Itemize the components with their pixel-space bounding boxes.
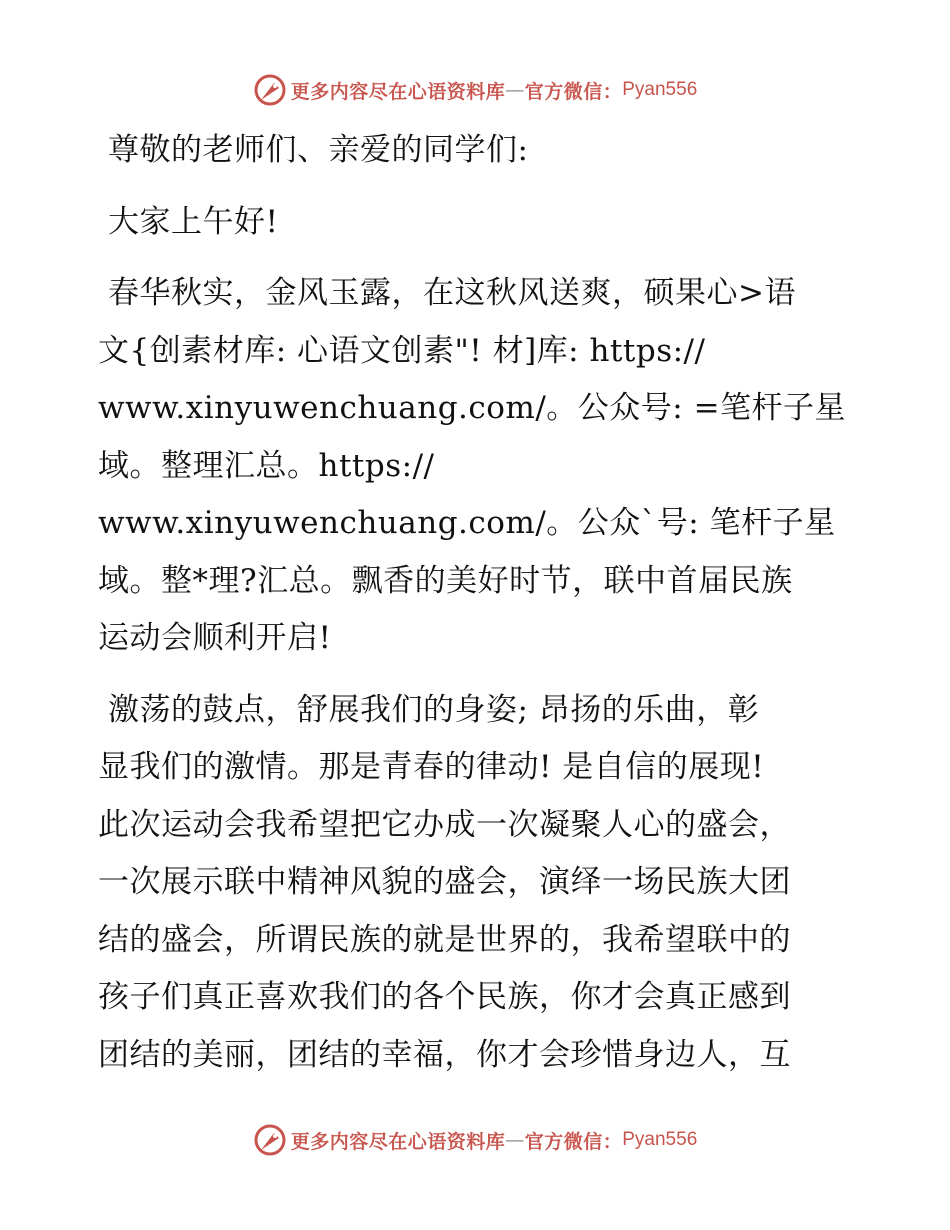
pen-nib-logo-icon	[253, 73, 287, 107]
text-line: 一次展示联中精神风貌的盛会，演绎一场民族大团	[98, 864, 791, 900]
text-line: 域。整*理?汇总。飘香的美好时节，联中首届民族	[98, 562, 793, 599]
paragraph-greeting	[98, 194, 858, 252]
text-line: 孩子们真正喜欢我们的各个民族，你才会真正感到	[98, 979, 791, 1015]
footer-banner-text: 更多内容尽在心语资料库	[290, 1130, 506, 1153]
text-line: 域。整理汇总。https://	[98, 447, 435, 484]
footer-banner-id: Pyan556	[622, 1129, 698, 1150]
text-line: 大家上午好!	[108, 203, 279, 240]
header-banner-contact: 官方微信：	[524, 80, 623, 103]
text-line: 此次运动会我希望把它办成一次凝聚人心的盛会，	[98, 806, 791, 843]
header-banner	[0, 70, 950, 110]
paragraph-main	[98, 682, 858, 1085]
text-line: 团结的美丽，团结的幸福，你才会珍惜身边人，互	[98, 1036, 791, 1073]
header-banner-id: Pyan556	[622, 79, 698, 100]
text-line: 尊敬的老师们、亲爱的同学们:	[108, 132, 529, 168]
text-line: 激荡的鼓点，舒展我们的身姿; 昂扬的乐曲，彰	[108, 691, 760, 728]
text-line: 显我们的激情。那是青春的律动! 是自信的展现!	[98, 749, 765, 785]
text-line: 文{创素材库: 心语文创素"! 材]库: https://	[98, 332, 706, 369]
footer-banner-dash: —	[505, 1129, 525, 1151]
paragraph-salutation	[98, 122, 858, 180]
header-banner-text: 更多内容尽在心语资料库	[290, 80, 506, 103]
paragraph-opening	[98, 265, 858, 668]
footer-banner	[0, 1120, 950, 1160]
text-line: 结的盛会，所谓民族的就是世界的，我希望联中的	[98, 921, 791, 958]
text-line: 春华秋实，金风玉露，在这秋风送爽，硕果心>语	[108, 275, 796, 311]
document-body	[98, 122, 858, 1098]
text-line: www.xinyuwenchuang.com/。公众`号: 笔杆子星	[98, 505, 836, 541]
text-line: 运动会顺利开启!	[98, 620, 332, 656]
pen-nib-logo-icon	[253, 1123, 287, 1157]
header-banner-dash: —	[505, 79, 525, 101]
footer-banner-contact: 官方微信：	[524, 1130, 623, 1153]
text-line: www.xinyuwenchuang.com/。公众号: =笔杆子星	[98, 390, 847, 426]
